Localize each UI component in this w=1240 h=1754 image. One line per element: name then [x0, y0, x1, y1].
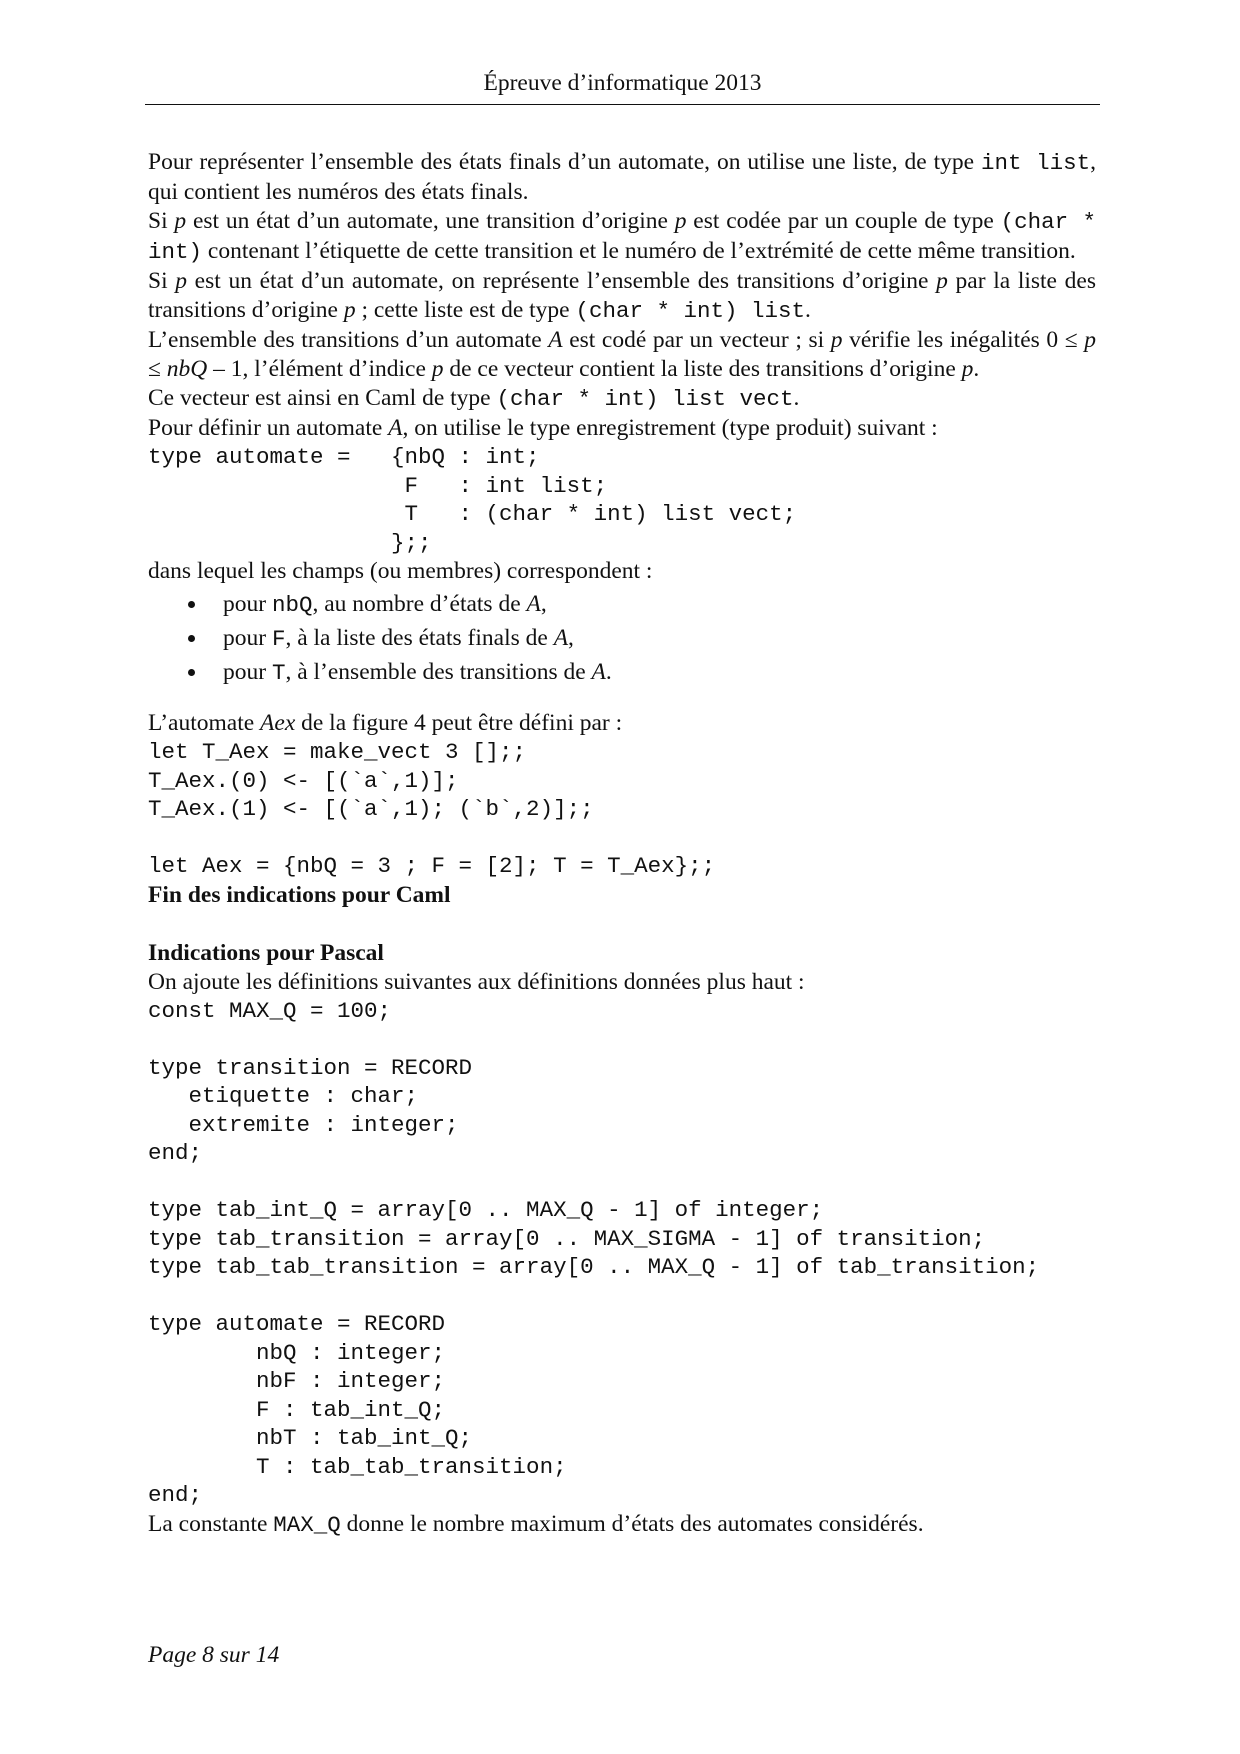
paragraph-fields-intro: dans lequel les champs (ou membres) correspondent :	[148, 558, 653, 584]
paragraph-pascal-intro: On ajoute les définitions suivantes aux définitions données plus haut :	[148, 968, 805, 995]
caml-section-end: Fin des indications pour Caml	[148, 881, 451, 908]
list-item: pour T, à l’ensemble des transitions de A.	[148, 656, 1096, 690]
paragraph-max-q: La constante MAX_Q donne le nombre maximum d’états des automates considérés.	[148, 1510, 924, 1538]
code-caml-automate-type: type automate = {nbQ : int; F : int list; T : (char * int) list vect; };;	[148, 444, 797, 556]
paragraph-transition-list: Si p est un état d’un automate, on représente l’ensemble des transitions d’origine p par la liste des transitions d’origine p ; cette liste est de type (char * int) list.	[148, 268, 1096, 324]
pascal-section-heading: Indications pour Pascal	[148, 939, 384, 966]
code-pascal-definitions: const MAX_Q = 100; type transition = RECORD etiquette : char; extremite : integer; end; type tab_int_Q = array[0 .. MAX_Q - 1] of integer; type tab_transition = array[0 .. MAX_SIGMA - 1] of transition; type tab_tab_transition = array[0 .. MAX_Q - 1] of tab_transition; type automate = RECORD nbQ : integer; nbF : integer; F : tab_int_Q; nbT : tab_int_Q; T : tab_tab_transition; end;	[148, 997, 1040, 1508]
page-content	[148, 148, 1096, 1540]
paragraph-vector-type: Ce vecteur est ainsi en Caml de type (char * int) list vect.	[148, 385, 800, 412]
paragraph-final-states: Pour représenter l’ensemble des états finals d’un automate, on utilise une liste, de type int list, qui contient les numéros des états finals.	[148, 149, 1096, 205]
paragraph-transition-vector: L’ensemble des transitions d’un automate A est codé par un vecteur ; si p vérifie les inégalités 0 ≤ p ≤ nbQ – 1, l’élément d’indice p de ce vecteur contient la liste des transitions d’origine p.	[148, 327, 1096, 382]
list-item: pour nbQ, au nombre d’états de A,	[148, 588, 1096, 622]
paragraph-record-type-intro: Pour définir un automate A, on utilise le type enregistrement (type produit) suivant :	[148, 415, 938, 441]
paragraph-transition-couple: Si p est un état d’un automate, une transition d’origine p est codée par un couple de type (char * int) contenant l’étiquette de cette transition et le numéro de l’extrémité de cette même transition.	[148, 208, 1096, 265]
spacer	[148, 910, 1096, 939]
page-header: Épreuve d’informatique 2013	[483, 70, 762, 96]
list-item: pour F, à la liste des états finals de A,	[148, 622, 1096, 656]
header-rule	[145, 104, 1100, 105]
code-caml-example: let T_Aex = make_vect 3 [];; T_Aex.(0) <- [(`a`,1)]; T_Aex.(1) <- [(`a`,1); (`b`,2)];; let Aex = {nbQ = 3 ; F = [2]; T = T_Aex};;	[148, 739, 716, 879]
spacer	[148, 690, 1096, 709]
paragraph-example-intro: L’automate Aex de la figure 4 peut être défini par :	[148, 710, 623, 736]
bullet-icon	[188, 635, 195, 642]
fields-list	[148, 588, 1096, 690]
bullet-icon	[188, 601, 195, 608]
bullet-icon	[188, 669, 195, 676]
page-number: Page 8 sur 14	[148, 1642, 280, 1668]
